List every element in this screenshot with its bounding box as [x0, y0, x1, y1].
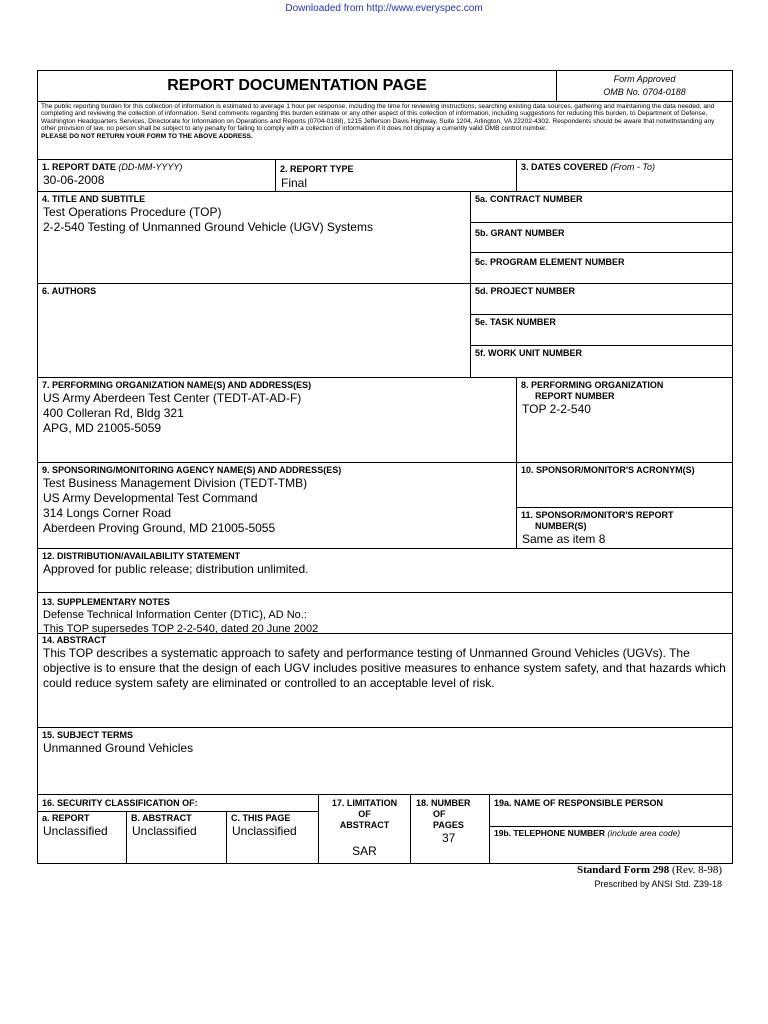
responsible-person-field[interactable] — [490, 795, 732, 827]
report-date-hint: (DD-MM-YYYY) — [118, 162, 183, 172]
report-type-label: 2. REPORT TYPE — [280, 164, 354, 174]
report-type-value: Final — [281, 176, 308, 190]
limitation-field[interactable] — [319, 795, 411, 864]
performing-org-field[interactable] — [38, 378, 517, 463]
abstract-field[interactable] — [38, 634, 732, 728]
security-report-field[interactable] — [38, 812, 127, 864]
performing-report-label-1: 8. PERFORMING ORGANIZATION — [521, 380, 664, 390]
limitation-label-1: 17. LIMITATION — [331, 798, 398, 808]
distribution-value: Approved for public release; distribution unlimited. — [43, 562, 309, 576]
supplementary-line-1: Defense Technical Information Center (DTIC), AD No.: — [43, 609, 307, 621]
supplementary-notes-label: 13. SUPPLEMENTARY NOTES — [42, 597, 170, 607]
abstract-label: 14. ABSTRACT — [42, 635, 107, 645]
number-pages-label-2: OF — [433, 809, 446, 819]
telephone-field[interactable] — [490, 827, 732, 864]
subject-terms-field[interactable] — [38, 728, 732, 795]
subject-terms-value: Unmanned Ground Vehicles — [43, 741, 194, 755]
project-number-label: 5d. PROJECT NUMBER — [475, 286, 576, 296]
work-unit-label: 5f. WORK UNIT NUMBER — [475, 348, 582, 358]
title-line-2: 2-2-540 Testing of Unmanned Ground Vehicle (UGV) Systems — [43, 220, 373, 234]
work-unit-field[interactable] — [471, 346, 732, 378]
number-pages-label-1: 18. NUMBER — [416, 798, 471, 808]
form-title: REPORT DOCUMENTATION PAGE — [167, 77, 427, 94]
number-pages-label-3: PAGES — [433, 820, 464, 830]
standard-form-label — [577, 864, 722, 876]
burden-statement: The public reporting burden for this collection of information is estimated to average 1 hour per response, including the time for reviewing instructions, searching existing data sources, gathering and maintaining the data needed, and completing and reviewing the collection of information. Send comments regarding this burden estimate or any other aspect of this collection of information, including suggestions for reducing this burden, to Department of Defense, Washington Headquarters Services, Directorate for Information on Operations and Reports (0704-0188), 1215 Jefferson Davis Highway, Suite 1204, Arlington, VA 22202-4302. Respondents should be aware that notwithstanding any other provision of law, no person shall be subject to any penalty for failing to comply with a collection of information if it does not display a currently valid OMB control number. — [41, 103, 715, 133]
program-element-label: 5c. PROGRAM ELEMENT NUMBER — [475, 257, 625, 267]
performing-org-line-1: US Army Aberdeen Test Center (TEDT-AT-AD-F) — [43, 391, 302, 405]
security-this-page-field[interactable] — [227, 812, 319, 864]
number-pages-value: 37 — [442, 831, 456, 845]
sponsoring-agency-line-4: Aberdeen Proving Ground, MD 21005-5055 — [43, 521, 276, 535]
distribution-label: 12. DISTRIBUTION/AVAILABILITY STATEMENT — [42, 551, 241, 561]
sponsor-report-label-1: 11. SPONSOR/MONITOR'S REPORT — [521, 510, 674, 520]
limitation-label-3: ABSTRACT — [339, 820, 390, 830]
security-abstract-label: B. ABSTRACT — [131, 813, 192, 823]
grant-number-field[interactable] — [471, 223, 732, 253]
authors-field[interactable] — [38, 284, 471, 378]
title-line-1: Test Operations Procedure (TOP) — [43, 205, 222, 219]
form-approved-label: Form Approved — [613, 74, 676, 84]
download-link[interactable]: Downloaded from http://www.everyspec.com — [285, 3, 483, 14]
sponsoring-agency-line-3: 314 Longs Corner Road — [43, 506, 172, 520]
limitation-value: SAR — [352, 844, 377, 858]
grant-number-label: 5b. GRANT NUMBER — [475, 228, 565, 238]
limitation-label-2: OF — [358, 809, 371, 819]
sponsoring-agency-line-1: Test Business Management Division (TEDT-TMB) — [43, 476, 308, 490]
omb-number: OMB No. 0704-0188 — [603, 87, 686, 97]
contract-number-field[interactable] — [471, 192, 732, 223]
supplementary-notes-field[interactable] — [38, 593, 732, 634]
abstract-value: This TOP describes a systematic approach to safety and performance testing of Unmanned Ground Vehicles (UGVs). The objective is to ensure that the design of each UGV includes positive measures to enhance system safety, and that hazards which could reduce system safety are eliminated or controlled to an acceptable level of risk. — [43, 646, 726, 690]
form-title-cell — [38, 71, 557, 102]
subject-terms-label: 15. SUBJECT TERMS — [42, 730, 134, 740]
security-report-label: a. REPORT — [42, 813, 90, 823]
sponsor-report-value: Same as item 8 — [522, 532, 606, 546]
sponsoring-agency-field[interactable] — [38, 463, 517, 549]
report-date-field[interactable] — [38, 160, 276, 192]
telephone-label: 19b. TELEPHONE NUMBER — [494, 828, 605, 838]
report-date-label: 1. REPORT DATE — [42, 162, 116, 172]
performing-report-value: TOP 2-2-540 — [522, 402, 591, 416]
standard-form-number: Standard Form 298 — [576, 864, 670, 876]
sponsor-report-field[interactable] — [517, 508, 732, 549]
do-not-return-warning: PLEASE DO NOT RETURN YOUR FORM TO THE ABOVE ADDRESS. — [41, 132, 253, 140]
telephone-hint: (include area code) — [607, 828, 681, 838]
report-date-value: 30-06-2008 — [43, 173, 105, 187]
security-report-value: Unclassified — [43, 824, 108, 838]
security-abstract-value: Unclassified — [132, 824, 197, 838]
report-documentation-form — [37, 70, 733, 864]
task-number-label: 5e. TASK NUMBER — [475, 317, 556, 327]
project-number-field[interactable] — [471, 284, 732, 315]
burden-statement-cell — [38, 102, 732, 160]
sponsor-acronym-field[interactable] — [517, 463, 732, 508]
security-this-page-label: C. THIS PAGE — [231, 813, 291, 823]
security-classification-header — [38, 795, 319, 812]
contract-number-label: 5a. CONTRACT NUMBER — [475, 194, 583, 204]
dates-covered-label: 3. DATES COVERED — [521, 162, 608, 172]
performing-org-line-2: 400 Colleran Rd, Bldg 321 — [43, 406, 184, 420]
task-number-field[interactable] — [471, 315, 732, 346]
dates-covered-field[interactable] — [517, 160, 732, 192]
performing-report-label-2: REPORT NUMBER — [535, 391, 615, 401]
report-type-field[interactable] — [276, 160, 517, 192]
supplementary-line-2: This TOP supersedes TOP 2-2-540, dated 20 June 2002 — [43, 623, 319, 635]
performing-org-line-3: APG, MD 21005-5059 — [43, 421, 162, 435]
title-subtitle-field[interactable] — [38, 192, 471, 284]
standard-form-revision: (Rev. 8-98) — [672, 864, 722, 876]
title-subtitle-label: 4. TITLE AND SUBTITLE — [42, 194, 146, 204]
prescribed-by-label: Prescribed by ANSI Std. Z39-18 — [594, 879, 722, 889]
dates-covered-hint: (From - To) — [610, 162, 656, 172]
responsible-person-label: 19a. NAME OF RESPONSIBLE PERSON — [494, 798, 664, 808]
authors-label: 6. AUTHORS — [42, 286, 97, 296]
sponsor-acronym-label: 10. SPONSOR/MONITOR'S ACRONYM(S) — [521, 465, 695, 475]
distribution-field[interactable] — [38, 549, 732, 593]
sponsoring-agency-label: 9. SPONSORING/MONITORING AGENCY NAME(S) AND ADDRESS(ES) — [42, 465, 342, 475]
security-this-page-value: Unclassified — [232, 824, 297, 838]
performing-org-label: 7. PERFORMING ORGANIZATION NAME(S) AND ADDRESS(ES) — [42, 380, 312, 390]
sponsor-report-label-2: NUMBER(S) — [535, 521, 587, 531]
form-approved-cell — [557, 71, 732, 102]
performing-report-field[interactable] — [517, 378, 732, 463]
security-classification-label: 16. SECURITY CLASSIFICATION OF: — [42, 798, 198, 808]
program-element-field[interactable] — [471, 253, 732, 284]
number-pages-field[interactable] — [411, 795, 490, 864]
sponsoring-agency-line-2: US Army Developmental Test Command — [43, 491, 258, 505]
security-abstract-field[interactable] — [127, 812, 227, 864]
